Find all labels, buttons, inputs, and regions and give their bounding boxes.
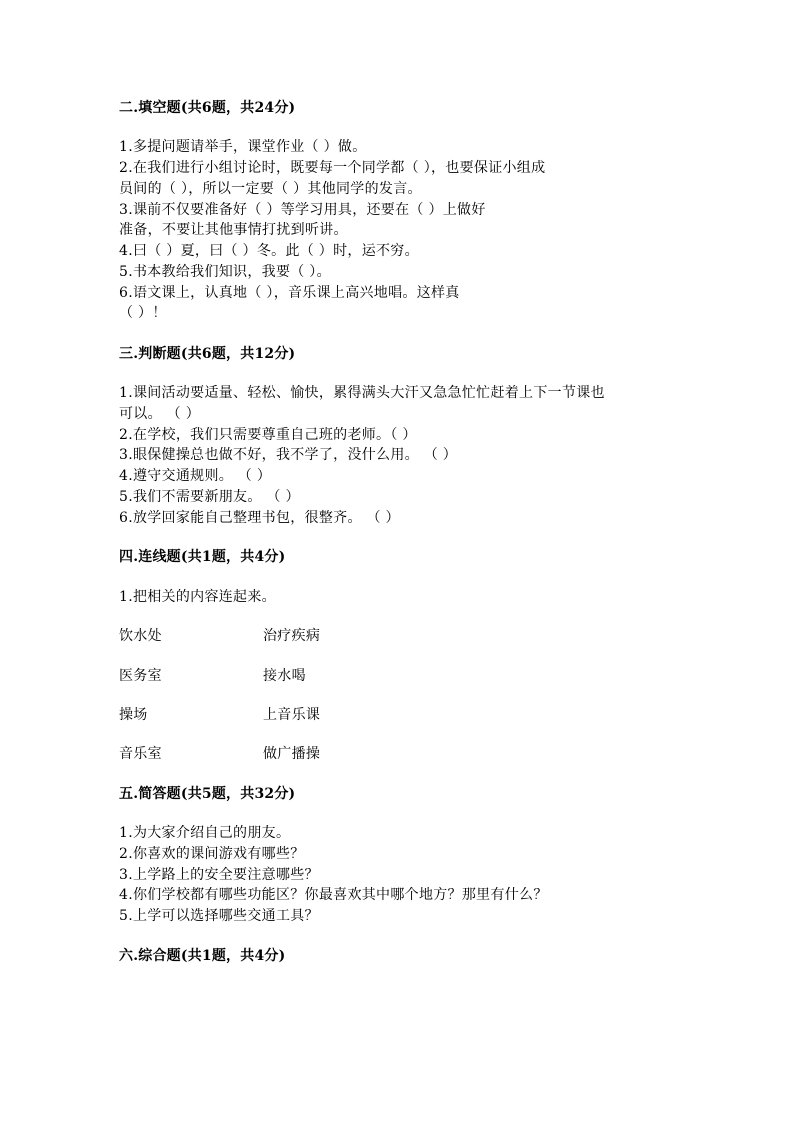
question-line: 2.你喜欢的课间游戏有哪些？ bbox=[119, 846, 305, 862]
question-line: 1.为大家介绍自己的朋友。 bbox=[119, 825, 291, 841]
question-line: 6.语文课上，认真地（ ），音乐课上高兴地唱。这样真 bbox=[119, 285, 460, 301]
question-line: 5.我们不需要新朋友。 （ ） bbox=[119, 489, 300, 505]
question-line: 3.上学路上的安全要注意哪些？ bbox=[119, 867, 319, 883]
question-line: （ ）！ bbox=[119, 305, 167, 321]
question-line: 2.在我们进行小组讨论时，既要每一个同学都（ ），也要保证小组成 bbox=[119, 160, 546, 176]
question-line: 1.多提问题请举手，课堂作业（ ）做。 bbox=[119, 139, 367, 155]
question-line: 5.书本教给我们知识，我要（ ）。 bbox=[119, 264, 331, 280]
match-left-item: 操场 bbox=[119, 707, 148, 723]
match-right-item: 做广播操 bbox=[263, 746, 321, 762]
question-line: 2.在学校，我们只需要尊重自己班的老师。（ ） bbox=[119, 427, 417, 443]
match-right-item: 接水喝 bbox=[263, 668, 306, 684]
section-heading-short-answer: 五.简答题(共5题，共32分) bbox=[119, 786, 296, 802]
match-left-item: 饮水处 bbox=[119, 628, 162, 644]
section-heading-fill-blank: 二.填空题(共6题，共24分) bbox=[119, 100, 296, 116]
match-right-item: 治疗疾病 bbox=[263, 628, 321, 644]
section-heading-matching: 四.连线题(共1题，共4分) bbox=[119, 549, 286, 565]
question-line: 4.曰（ ）夏，曰（ ）冬。此（ ）时，运不穷。 bbox=[119, 243, 419, 259]
question-line: 可以。 （ ） bbox=[119, 406, 200, 422]
question-line: 5.上学可以选择哪些交通工具？ bbox=[119, 908, 319, 924]
match-left-item: 医务室 bbox=[119, 668, 162, 684]
match-left-item: 音乐室 bbox=[119, 746, 162, 762]
match-right-item: 上音乐课 bbox=[263, 707, 321, 723]
question-line: 1.课间活动要适量、轻松、愉快，累得满头大汗又急急忙忙赶着上下一节课也 bbox=[119, 385, 605, 401]
question-line: 3.眼保健操总也做不好，我不学了，没什么用。 （ ） bbox=[119, 447, 458, 463]
question-line: 3.课前不仅要准备好（ ）等学习用具，还要在（ ）上做好 bbox=[119, 202, 486, 218]
question-line: 4.遵守交通规则。 （ ） bbox=[119, 468, 272, 484]
section-heading-comprehensive: 六.综合题(共1题，共4分) bbox=[119, 948, 286, 964]
question-line: 1.把相关的内容连起来。 bbox=[119, 589, 276, 605]
question-line: 员间的（ ），所以一定要（ ）其他同学的发言。 bbox=[119, 181, 422, 197]
question-line: 6.放学回家能自己整理书包，很整齐。 （ ） bbox=[119, 510, 400, 526]
question-line: 准备，不要让其他事情打扰到听讲。 bbox=[119, 222, 348, 238]
section-heading-true-false: 三.判断题(共6题，共12分) bbox=[119, 346, 296, 362]
question-line: 4.你们学校都有哪些功能区？你最喜欢其中哪个地方？那里有什么？ bbox=[119, 887, 548, 903]
